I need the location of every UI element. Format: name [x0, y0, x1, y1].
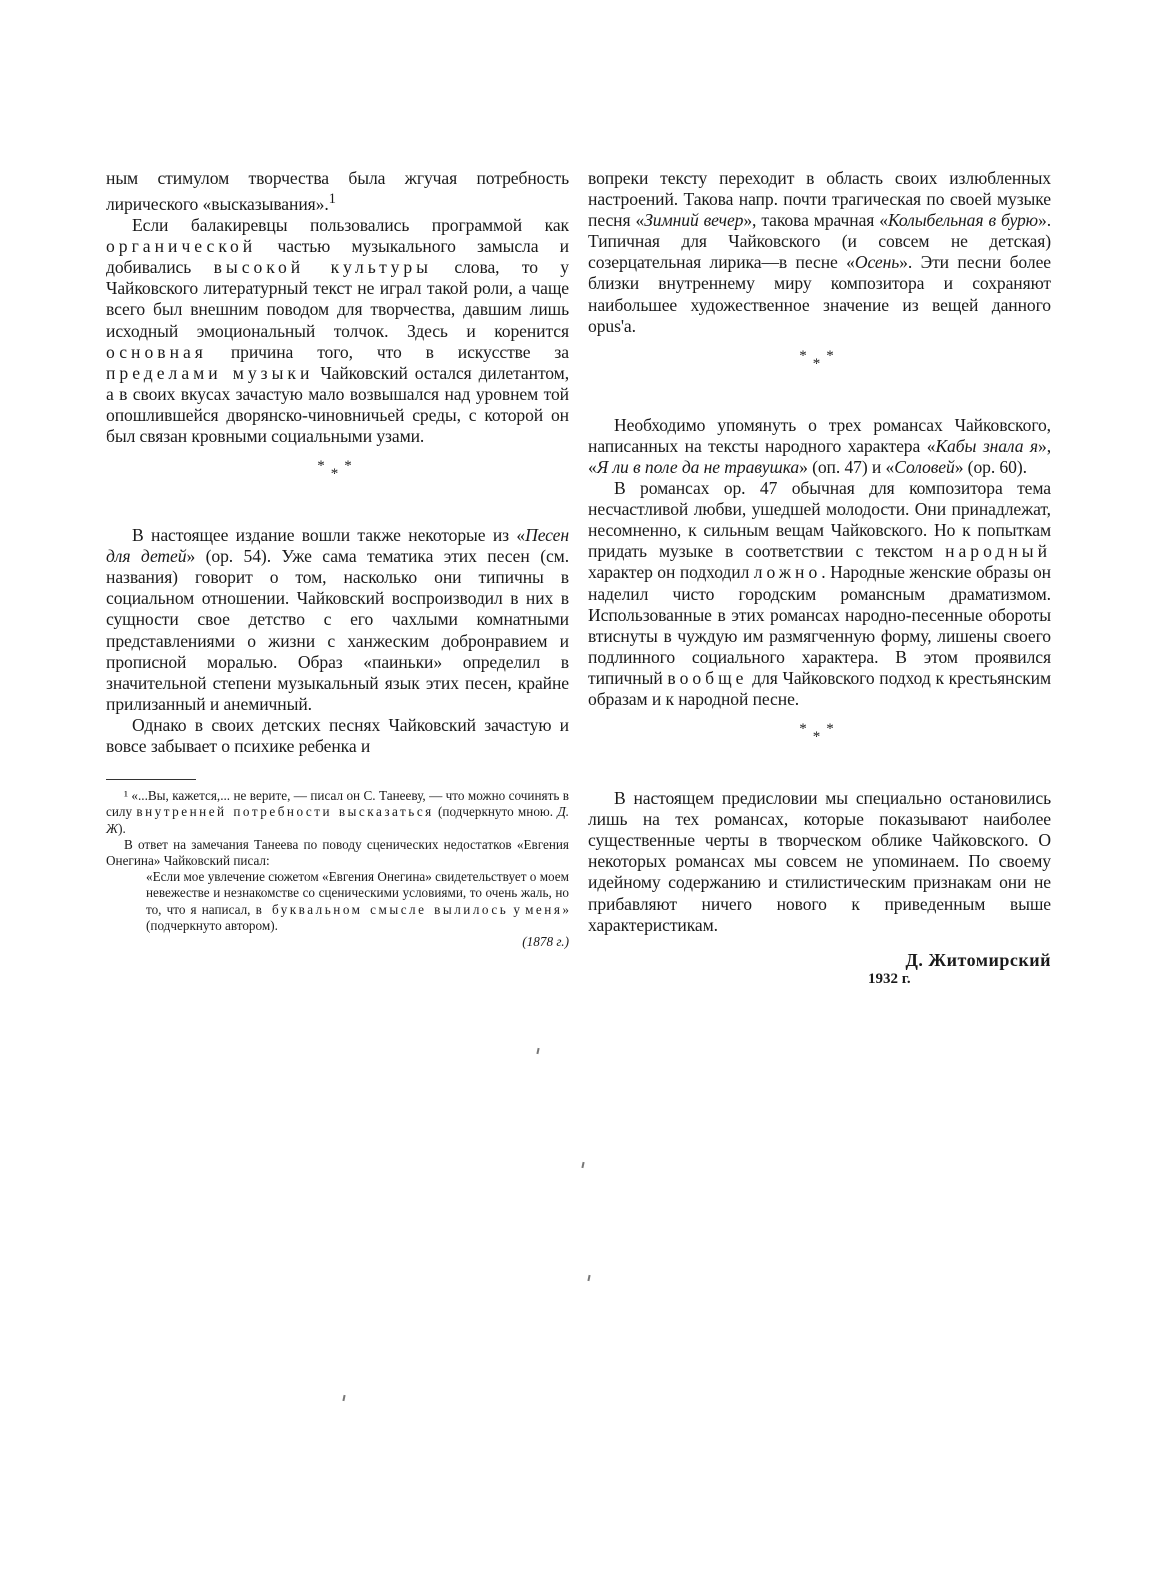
- footnote-date: (1878 г.): [522, 933, 569, 949]
- left-paragraph-3: В настоящее издание вошли также некоторые из «Песен для детей» (ор. 54). Уже сама тематика этих песен (см. названия) говорит о том, насколько они типичны в социальном отношении. Чайковский воспроизводил в них в сущности свое детство с его чахлыми комнатными представлениями о жизни с ханжеским добронравием и прописной моралью. Образ «паиньки» определил в значительной степени музыкальный язык этих песен, крайне прилизанный и анемичный.: [106, 525, 569, 714]
- left-column: [106, 168, 569, 950]
- footnote-quote: «Если мое увлечение сюжетом «Евгения Онегина» свидетельствует о моем невежестве и незнакомстве со сценическими условиями, то очень жаль, но то, что я написал, в буквальном смысле вылилось у меня» (подчеркнуто автором).: [146, 869, 569, 933]
- right-paragraph-4: В настоящем предисловии мы специально остановились лишь на тех романсах, которые показывают наиболее существенные черты в творческом облике Чайковского. О некоторых романсах мы совсем не упоминаем. По своему идейному содержанию и стилистическим признакам они не прибавляют ничего нового к приведенным выше характеристикам.: [588, 788, 1051, 935]
- left-paragraph-4: Однако в своих детских песнях Чайковский зачастую и вовсе забывает о психике ребенка и: [106, 714, 569, 757]
- signature-year: 1932 г.: [868, 970, 911, 987]
- footnote-divider: [106, 779, 196, 780]
- right-paragraph-2: Необходимо упомянуть о трех романсах Чайковского, написанных на тексты народного характера «Кабы знала я», «Я ли в поле да не травушка» (оп. 47) и «Соловей» (ор. 60).: [588, 414, 1052, 477]
- footnote-2: В ответ на замечания Танеева по поводу сценических недостатков «Евгения Онегина» Чайковский писал:: [106, 836, 569, 868]
- section-divider-stars: ***: [799, 347, 840, 372]
- right-paragraph-3: В романсах ор. 47 обычная для композитора тема несчастливой любви, ушедшей молодости. Они принадлежат, несомненно, к сильным вещам Чайковского. Но к попыткам придать музыке в соответствии с текстом народный характер он подходил ложно. Народные женские образы он наделил чисто городским романсным драматизмом. Использованные в этих романсах народно-песенные обороты втиснуты в чуждую им размягченную форму, лишены своего подлинного социального характера. В этом проявился типичный вообще для Чайковского подход к крестьянским образам и к народной песне.: [588, 478, 1052, 709]
- scan-speck: [587, 1275, 590, 1281]
- scan-speck: [581, 1162, 584, 1168]
- author-signature: Д. Житомирский: [905, 949, 1051, 970]
- section-divider-stars: ***: [317, 458, 358, 483]
- section-divider-stars: ***: [799, 721, 840, 746]
- scan-speck: [342, 1395, 345, 1401]
- footnote-1: ¹ «...Вы, кажется,... не верите, — писал он С. Танееву, — что можно сочинять в силу внутренней потребности высказаться (подчеркнуто мною. Д. Ж).: [106, 788, 570, 836]
- right-paragraph-1: вопреки тексту переходит в область своих излюбленных настроений. Такова напр. почти трагическая по своей музыке песня «Зимний вечер», такова мрачная «Колыбельная в бурю». Типичная для Чайковского (и совсем не детская) созерцательная лирика—в песне «Осень». Эти песни более близки внутреннему миру композитора и сохраняют наибольшее художественное значение из вещей данного opus'а.: [588, 168, 1051, 336]
- left-paragraph-1: ным стимулом творчества была жгучая потребность лирического «высказывания».$^1$: [106, 168, 569, 214]
- footnote-mark: 1: [328, 191, 336, 208]
- left-paragraph-2: Если балакиревцы пользовались программой как органической частью музыкального замысла и добивались высокой культуры слова, то у Чайковского литературный текст не играл такой роли, а чаще всего был внешним поводом для творчества, давшим лишь исходный эмоциональный толчок. Здесь и коренится основная причина того, что в искусстве за пределами музыки Чайковский остался дилетантом, а в своих вкусах зачастую мало возвышался над уровнем той опошлившейся дворянско-чиновничьей среды, с которой он был связан кровными социальными узами.: [106, 215, 570, 446]
- right-column: [588, 168, 1051, 988]
- scan-speck: [536, 1048, 539, 1054]
